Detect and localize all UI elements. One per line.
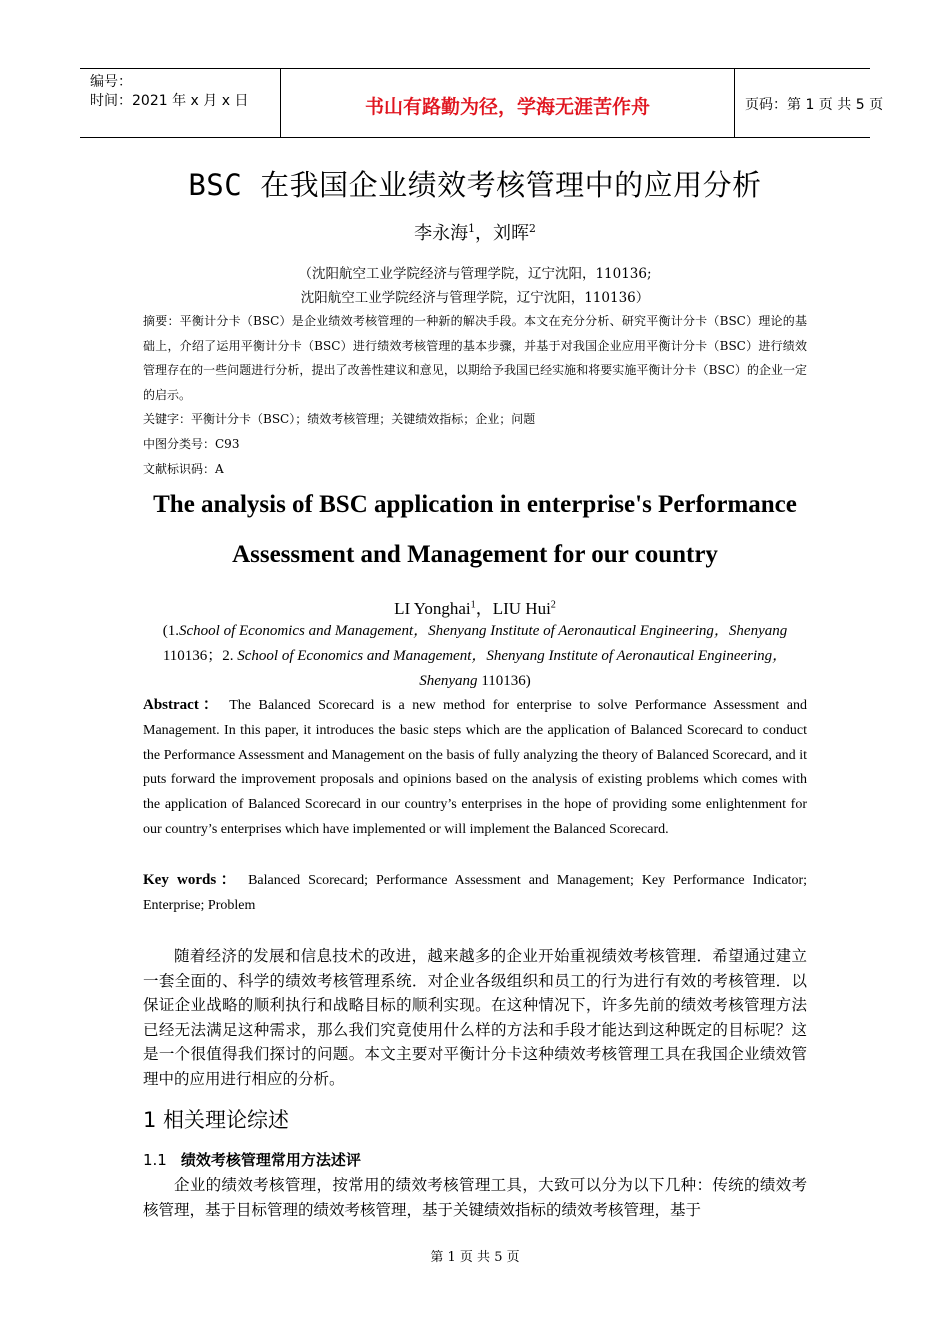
chinese-affiliation-line: 沈阳航空工业学院经济与管理学院，辽宁沈阳，110136） [300,290,650,306]
keywords-label: Key words： [143,872,241,888]
document-number-label: 编号： [90,74,132,90]
page-footer: 第 1 页 共 5 页 [430,1250,520,1265]
abstract-text: The Balanced Scorecard is a new method for enterprise to solve Performance Assessment and Management. In this paper, it introduces the basic steps which are the application of Balanced Scorecard to conduct the Performance Assessment and Management on the basis of fully analyzing the theory of Balanced Scorecard, and it puts forward the improvement proposals and opinions based on the analysis of existing problems which comes with the application of Balanced Scorecard in our country’s enterprises in the hope of providing some enlightenment for our country’s enterprises which have implemented or will implement the Balanced Scorecard. [143,698,807,837]
author-name: 李永海 [414,223,469,244]
affiliation-postcode: 110136；2. [162,648,238,664]
author-name: LI Yonghai [394,599,471,618]
author-name: LIU Hui [492,599,551,618]
chinese-abstract: 摘要：平衡计分卡（BSC）是企业绩效考核管理的一种新的解决手段。本文在充分分析、研究平衡计分卡（BSC）理论的基础上，介绍了运用平衡计分卡（BSC）进行绩效考核管理的基本步骤，并基于对我国企业应用平衡计分卡（BSC）进行绩效管理存在的一些问题进行分析，提出了改善性建议和意见，以期给予我国已经实施和将要实施平衡计分卡（BSC）的企业一定的启示。 [143,314,807,402]
english-title-line: The analysis of BSC application in enterprise's Performance [153,491,797,518]
english-authors [0,594,950,619]
chinese-keywords: 关键字：平衡计分卡（BSC）；绩效考核管理；关键绩效指标；企业；问题 [143,412,536,426]
affiliation-open: (1. [162,623,180,639]
english-abstract [143,693,807,843]
subsection-title: 绩效考核管理常用方法述评 [180,1151,361,1169]
subsection-number: 1.1 [143,1151,167,1169]
english-title-line: Assessment and Management for our country [232,541,718,568]
section-heading: 1 相关理论综述 [143,1108,290,1132]
header-motto-cell [281,69,735,137]
author-superscript: 1 [468,222,475,235]
author-superscript: 2 [550,599,556,611]
author-superscript: 2 [529,222,536,235]
author-name: 刘晖 [493,223,529,244]
header-motto: 书山有路勤为径，学海无涯苦作舟 [364,96,650,118]
chinese-authors [0,219,950,245]
subsection-heading [143,1149,361,1170]
chinese-classification-number: 中图分类号：C93 [143,437,240,451]
intro-paragraph: 随着经济的发展和信息技术的改进，越来越多的企业开始重视绩效考核管理．希望通过建立一套全面的、科学的绩效考核管理系统．对企业各级组织和员工的行为进行有效的考核管理．以保证企业战略的顺利执行和战略目标的顺利实现。在这种情况下，许多先前的绩效考核管理方法已经无法满足这种需求，那么我们究竟使用什么样的方法和手段才能达到这种既定的目标呢？这是一个很值得我们探讨的问题。本文主要对平衡计分卡这种绩效考核管理工具在我国企业绩效管理中的应用进行相应的分析。 [143,947,807,1088]
author-superscript: 1 [470,599,476,611]
affiliation-school: School of Economics and Management，Shenyang Institute of Aeronautical Engineering，Shenyang [179,623,788,639]
body-paragraph: 企业的绩效考核管理，按常用的绩效考核管理工具，大致可以分为以下几种：传统的绩效考核管理，基于目标管理的绩效考核管理，基于关键绩效指标的绩效考核管理，基于 [143,1176,807,1219]
english-keywords [143,868,807,918]
chinese-affiliation-line: （沈阳航空工业学院经济与管理学院，辽宁沈阳，110136; [298,266,652,282]
abstract-label: Abstract： [143,697,222,713]
affiliation-postcode: 110136) [477,673,531,689]
author-separator: ， [475,223,493,244]
english-affiliation [143,619,807,694]
document-time-label: 时间：2021 年 x 月 x 日 [90,93,249,109]
header-info-cell [80,69,281,137]
header-page-number: 页码：第 1 页 共 5 页 [745,97,884,113]
affiliation-school: School of Economics and Management，Shenyang Institute of Aeronautical Engineering，Shenyang [237,648,788,689]
author-separator: ， [475,599,493,618]
page-header [80,68,884,138]
chinese-document-code: 文献标识码：A [143,462,224,476]
header-page-cell [735,69,884,137]
chinese-title: BSC 在我国企业绩效考核管理中的应用分析 [188,168,762,202]
keywords-text: Balanced Scorecard; Performance Assessment and Management; Key Performance Indicator; Enterprise; Problem [143,873,808,913]
